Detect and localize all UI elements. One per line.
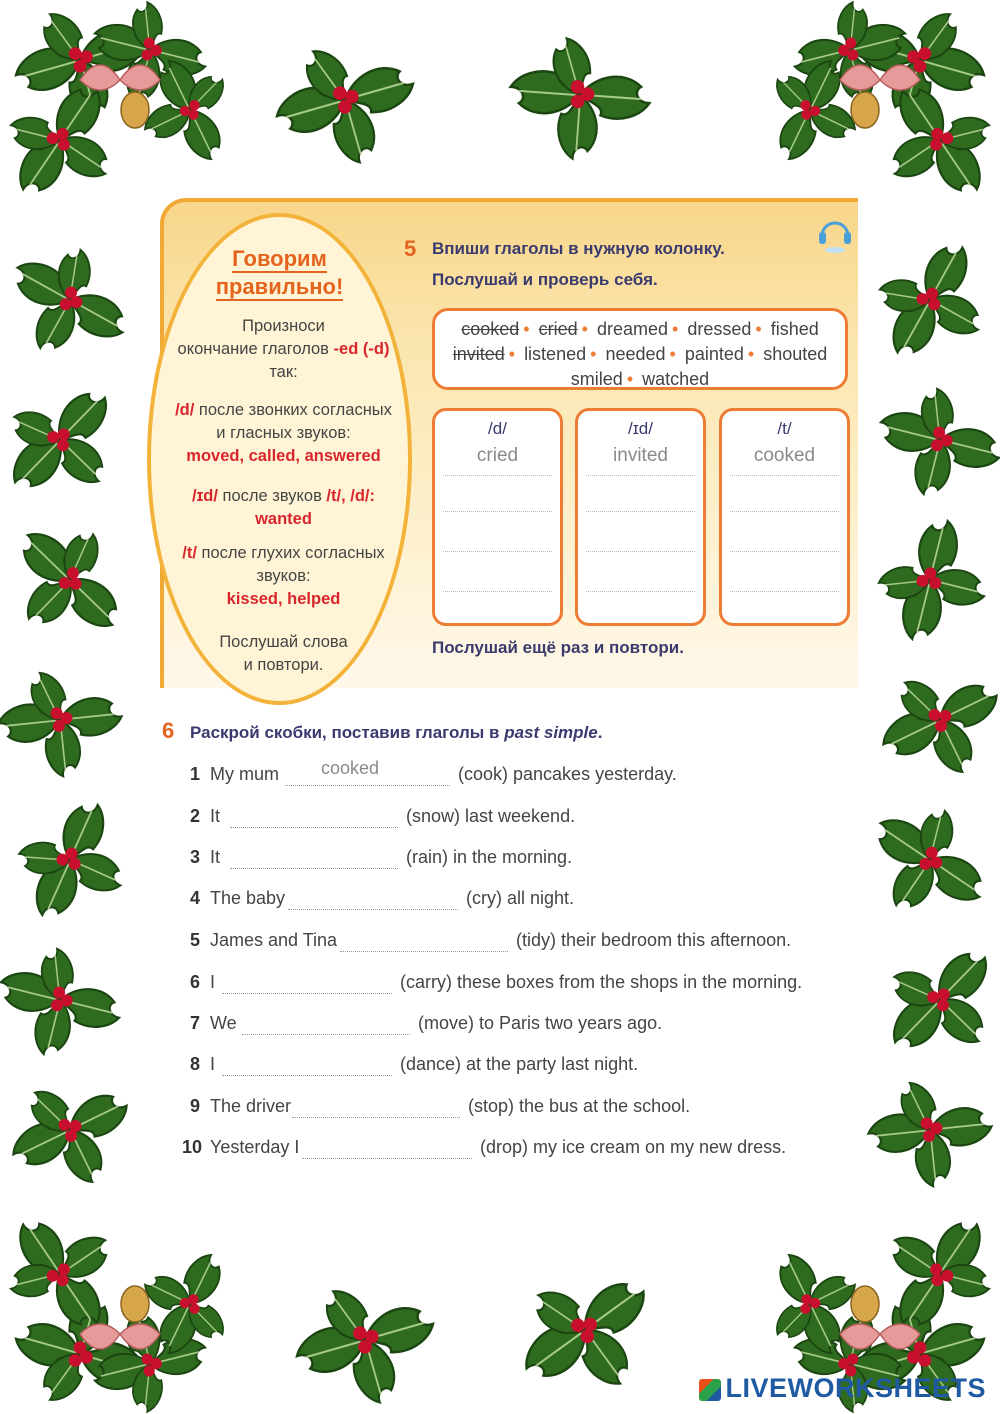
item-start: We [210,1013,237,1033]
word[interactable]: dreamed [596,319,668,339]
rule-title: Говорим правильно! [215,246,344,299]
exercise6-number: 6 [162,718,175,743]
word[interactable]: cooked [461,319,520,339]
exercise5-number: 5 [404,236,417,261]
answer-blank[interactable] [242,1033,410,1035]
item-start: James and Tina [210,930,338,950]
word[interactable]: painted [684,344,744,364]
word[interactable]: smiled [570,369,623,389]
item-rest: (tidy) their bedroom this afternoon. [516,930,792,950]
item-rest: (snow) last weekend. [406,806,576,826]
rule-intro: Произноси окончание глаголов -ed (-d) так: [177,317,390,381]
word-bank: cooked • cried • dreamed • dressed • fished invited • listened • needed • painted • shouted smiled • watched [432,308,848,390]
item-rest: (rain) in the morning. [406,847,573,867]
word[interactable]: cried [538,319,578,339]
headphones-icon[interactable] [818,212,852,254]
exercise5-instruction-2: Послушай и проверь себя. [432,270,658,289]
item-number: 4 [190,888,201,908]
item-start: My mum [210,764,279,784]
item-start: It [210,806,221,826]
word[interactable]: invited [452,344,505,364]
liveworksheets-logo: LIVEWORKSHEETS [699,1373,986,1404]
item-rest: (move) to Paris two years ago. [418,1013,663,1033]
exercise6-instruction: Раскрой скобки, поставив глаголы в past simple. [190,723,603,742]
column-example: cried [476,445,519,466]
item-number: 5 [190,930,201,950]
rule-listen: Послушай слова и повтори. [219,633,348,674]
column-id[interactable] [575,408,706,626]
answer-blank[interactable] [230,826,398,828]
column-header: /d/ [488,419,507,438]
item-number: 8 [190,1054,201,1074]
item-rest: (stop) the bus at the school. [468,1096,691,1116]
item-rest: (cry) all night. [466,888,575,908]
word[interactable]: fished [770,319,819,339]
item-start: I [210,972,216,992]
column-t[interactable] [719,408,850,626]
rule-id: /ɪd/ после звуков /t/, /d/: wanted [192,487,375,528]
word[interactable]: needed [605,344,666,364]
item-number: 9 [190,1096,201,1116]
column-header: /ɪd/ [628,419,653,438]
item-rest: (carry) these boxes from the shops in the morning. [400,972,803,992]
answer-blank[interactable] [285,784,450,786]
rule-d: /d/ после звонких согласных и гласных звуков: moved, called, answered [175,401,392,465]
item-rest: (cook) pancakes yesterday. [458,764,677,784]
answer-blank[interactable] [302,1157,472,1159]
rule-box [147,213,412,705]
answer-blank[interactable] [288,908,458,910]
item-rest: (drop) my ice cream on my new dress. [480,1137,787,1157]
item-number: 3 [190,847,201,867]
column-header: /t/ [777,419,792,438]
answer-text[interactable]: cooked [321,758,380,778]
item-number: 2 [190,806,201,826]
item-number: 6 [190,972,201,992]
item-number: 1 [190,764,201,784]
item-start: Yesterday I [210,1137,300,1157]
column-example: cooked [753,445,816,466]
item-start: It [210,847,221,867]
item-start: The driver [210,1096,292,1116]
item-start: The baby [210,888,286,908]
answer-blank[interactable] [230,867,398,869]
item-number: 10 [182,1137,203,1157]
item-number: 7 [190,1013,201,1033]
word[interactable]: listened [524,344,587,364]
answer-blank[interactable] [222,992,392,994]
exercise5-instruction-1: Впиши глаголы в нужную колонку. [432,239,725,258]
column-example: invited [613,445,668,466]
rule-t: /t/ после глухих согласных звуков: kissed, helped [182,544,385,608]
column-d[interactable] [432,408,563,626]
word[interactable]: shouted [763,344,828,364]
exercise5-footer: Послушай ещё раз и повтори. [432,638,684,657]
item-rest: (dance) at the party last night. [400,1054,639,1074]
answer-blank[interactable] [340,950,508,952]
word[interactable]: dressed [687,319,752,339]
answer-blank[interactable] [222,1074,392,1076]
word[interactable]: watched [642,369,710,389]
answer-blank[interactable] [292,1116,460,1118]
item-start: I [210,1054,216,1074]
